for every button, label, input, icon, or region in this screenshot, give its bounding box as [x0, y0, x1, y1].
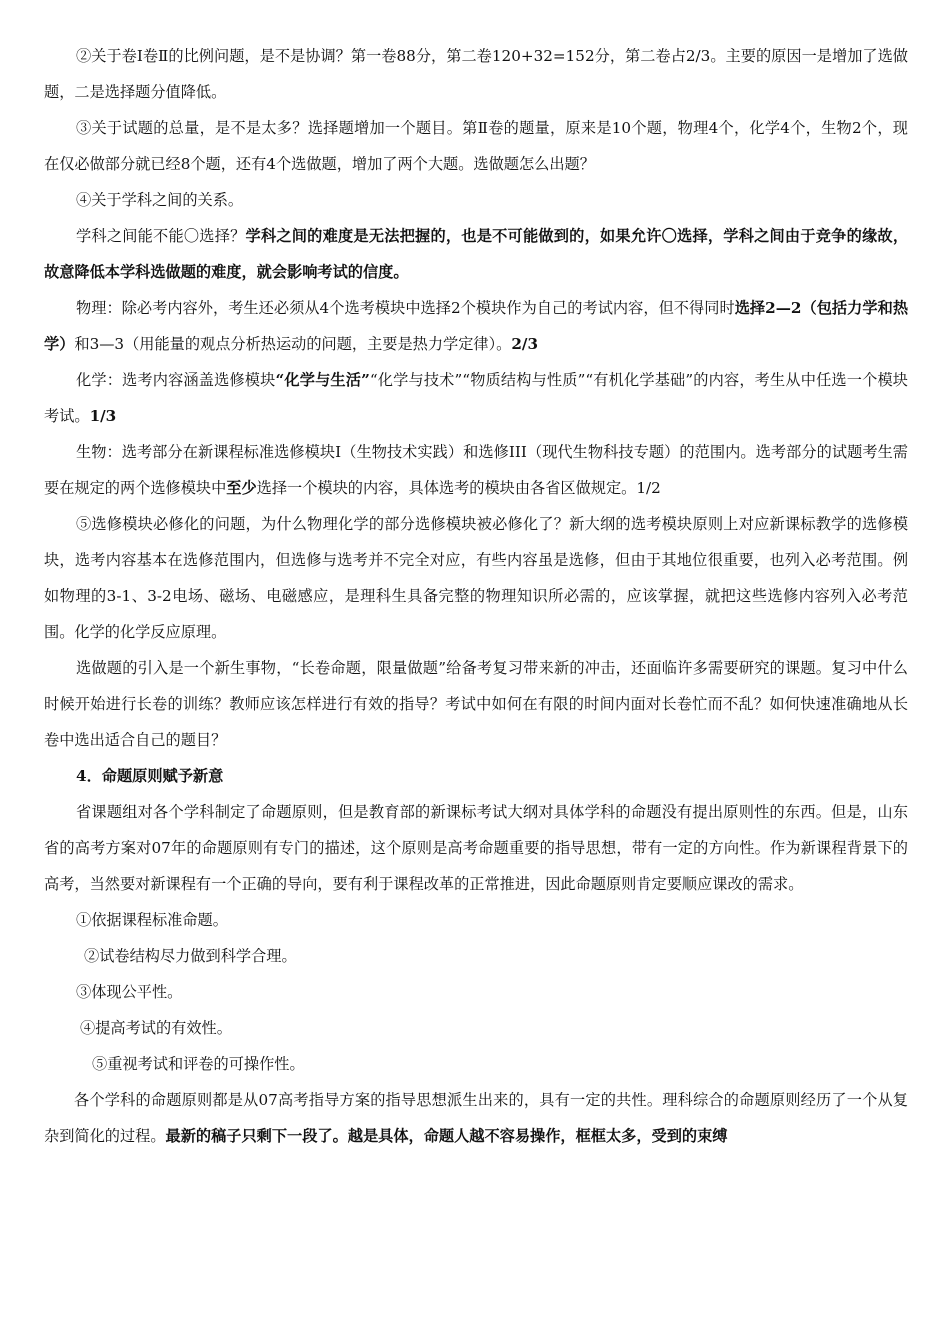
text-emphasis: 学科之间的难度是无法把握的，也是不可能做到的，如果允许〇选择，学科之间由于竞争的缘故，故意降低本学科选做题的难度，就会影响考试的信度。 — [44, 227, 909, 281]
paragraph-subject-choice — [44, 218, 908, 290]
text-physics-intro: 物理：除必考内容外，考生还必须从4个选考模块中选择2个模块作为自己的考试内容，但不得同时 — [76, 299, 735, 317]
paragraph-optional-questions: 选做题的引入是一个新生事物，“长卷命题，限量做题”给备考复习带来新的冲击，还面临许多需要研究的课题。复习中什么时候开始进行长卷的训练？教师应该怎样进行有效的指导？考试中如何在有限的时间内面对长卷忙而不乱？如何快速准确地从长卷中选出适合自己的题目？ — [44, 659, 908, 749]
paragraph-common-principles — [44, 1082, 908, 1154]
list-item: ①依据课程标准命题。 — [76, 911, 228, 929]
paragraph-total-amount: ③关于试题的总量，是不是太多？选择题增加一个题目。第Ⅱ卷的题量，原来是10个题，物理4个，化学4个，生物2个，现在仅必做部分就已经8个题，还有4个选做题，增加了两个大题。选做题怎么出题？ — [44, 119, 908, 173]
text-chem-module: “化学与生活” — [275, 371, 370, 389]
text-bio-atleast: 至少 — [226, 479, 257, 497]
text-latest-draft: 最新的稿子只剩下一段了。越是具体，命题人越不容易操作，框框太多，受到的束缚 — [165, 1127, 728, 1145]
list-item: ④提高考试的有效性。 — [80, 1019, 232, 1037]
list-item: ③体现公平性。 — [76, 983, 183, 1001]
list-item: ②试卷结构尽力做到科学合理。 — [84, 947, 297, 965]
text-physics-other: 和3—3（用能量的观点分析热运动的问题，主要是热力学定律）。 — [74, 335, 512, 353]
text-physics-fraction: 2/3 — [511, 335, 539, 353]
text-chem-others: “化学与技术”“物质结构与性质”“有机化学基础”的内容，考生从中任选一个模块考试。 — [44, 371, 908, 425]
text-question: 学科之间能不能〇选择？ — [76, 227, 246, 245]
text-chem-intro: 化学：选考内容涵盖选修模块 — [76, 371, 276, 389]
paragraph-elective-required: ⑤选修模块必修化的问题，为什么物理化学的部分选修模块被必修化了？新大纲的选考模块原则上对应新课标教学的选修模块，选考内容基本在选修范围内，但选修与选考并不完全对应，有些内容虽是选修，但由于其地位很重要，也列入必考范围。例如物理的3-1、3-2电场、磁场、电磁感应，是理科生具备完整的物理知识所必需的，应该掌握，就把这些选修内容列入必考范围。化学的化学反应原理。 — [44, 515, 908, 641]
text-physics-module: 选择2—2（包括力学和热学） — [44, 299, 909, 353]
paragraph-ratio: ②关于卷Ⅰ卷Ⅱ的比例问题，是不是协调？第一卷88分，第二卷120+32=152分，第二卷占2/3。主要的原因一是增加了选做题，二是选择题分值降低。 — [44, 47, 908, 101]
paragraph-subject-relations: ④关于学科之间的关系。 — [76, 191, 244, 209]
paragraph-principles: 省课题组对各个学科制定了命题原则，但是教育部的新课标考试大纲对具体学科的命题没有提出原则性的东西。但是，山东省的高考方案对07年的命题原则有专门的描述，这个原则是高考命题重要的指导思想，带有一定的方向性。作为新课程背景下的高考，当然要对新课程有一个正确的导向，要有利于课程改革的正常推进，因此命题原则肯定要顺应课改的需求。 — [44, 803, 908, 893]
text-common-intro: 各个学科的命题原则都是从07高考指导方案的指导思想派生出来的，具有一定的共性。理科综合的命题原则经历了一个从复杂到简化的过程。 — [44, 1091, 908, 1145]
text-chem-fraction: 1/3 — [89, 407, 117, 425]
text-bio-rest: 选择一个模块的内容，具体选考的模块由各省区做规定。1/2 — [256, 479, 661, 497]
section-heading: 4．命题原则赋予新意 — [76, 767, 224, 785]
paragraph-physics — [44, 290, 908, 362]
list-item: ⑤重视考试和评卷的可操作性。 — [92, 1055, 305, 1073]
paragraph-chemistry — [44, 362, 908, 434]
paragraph-biology — [44, 434, 908, 506]
text-bio-intro: 生物：选考部分在新课程标准选修模块I（生物技术实践）和选修III（现代生物科技专题）的范围内。选考部分的试题考生需要在规定的两个选修模块中 — [44, 443, 908, 497]
